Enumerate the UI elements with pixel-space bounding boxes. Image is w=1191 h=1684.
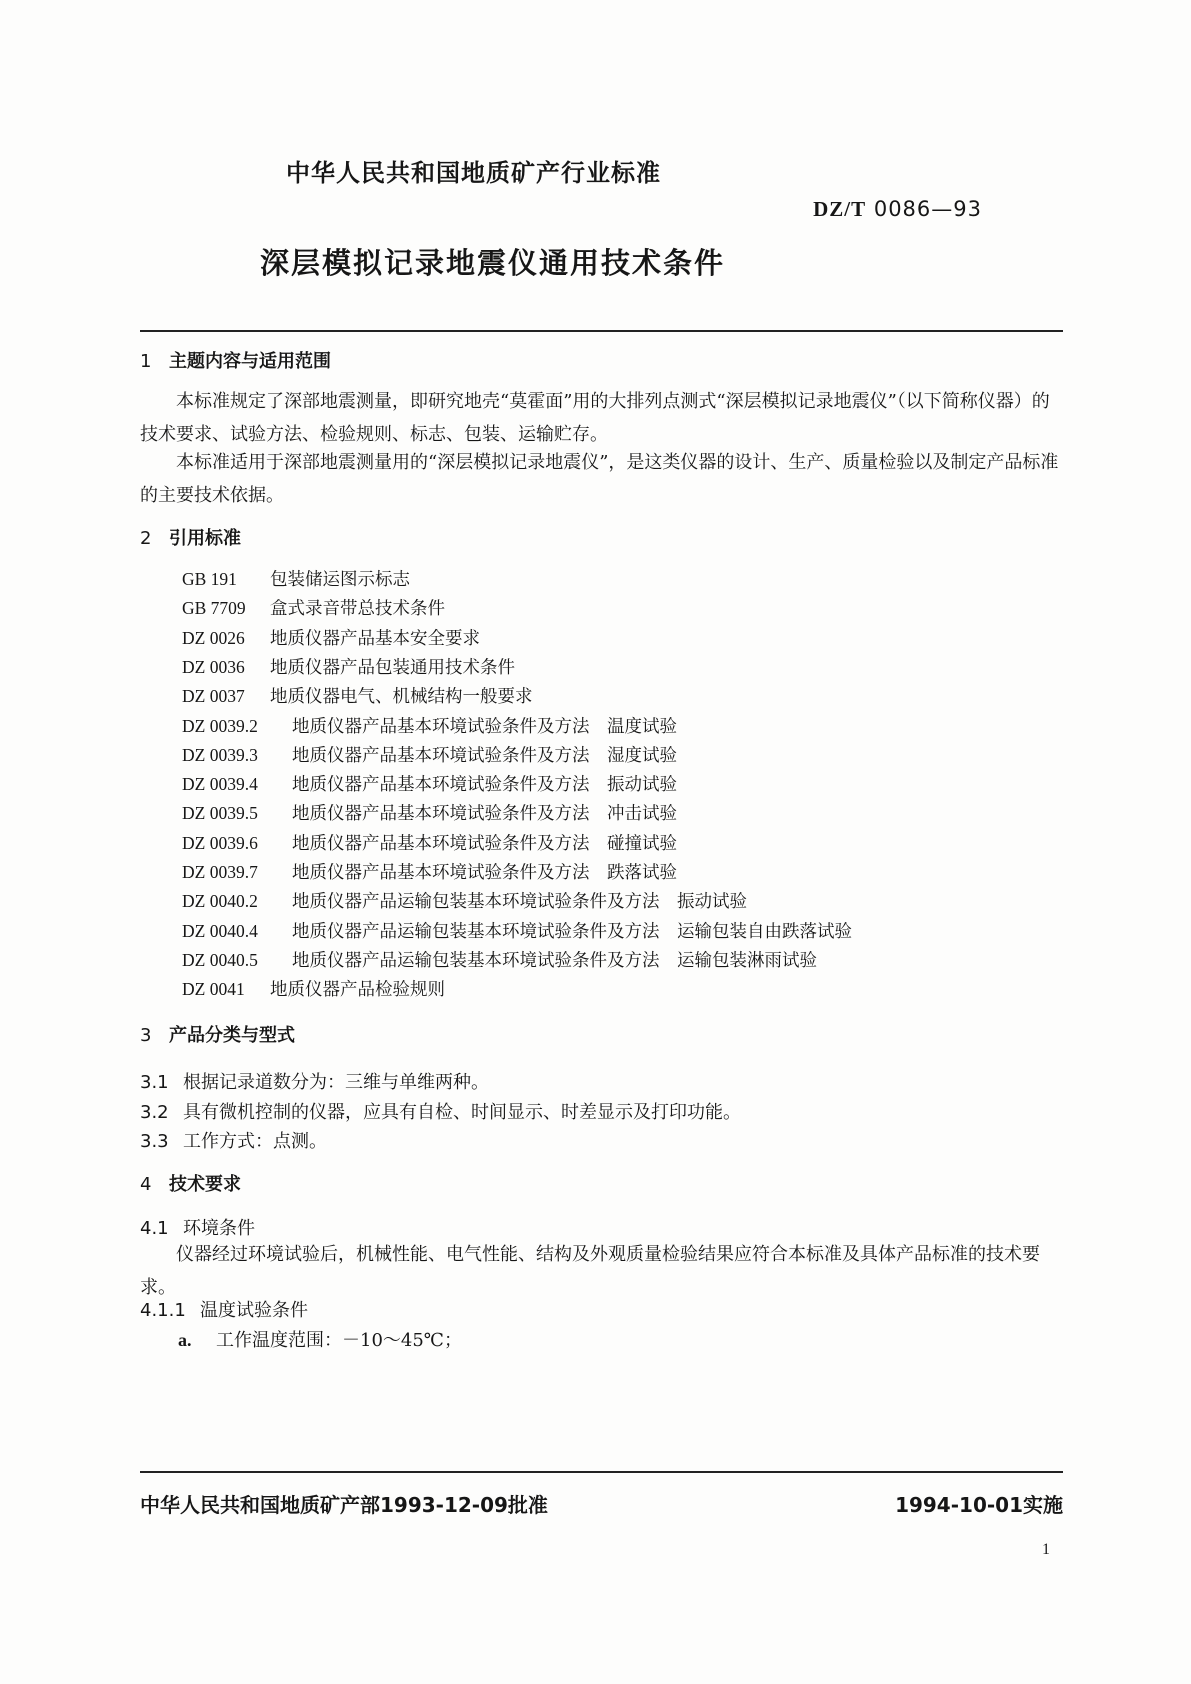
approval-statement: 中华人民共和国地质矿产部1993-12-09批准 xyxy=(140,1493,548,1517)
section-2-heading xyxy=(140,524,241,550)
clause-3-1 xyxy=(140,1068,489,1094)
footer-divider xyxy=(140,1471,1063,1473)
standard-code: DZ 0039.4 xyxy=(182,774,258,795)
clause-number: 4.1 xyxy=(140,1218,169,1239)
section-title: 产品分类与型式 xyxy=(169,1025,295,1046)
standard-code: DZ 0039.3 xyxy=(182,744,258,765)
standard-code: DZ 0037 xyxy=(182,686,245,707)
standard-code: DZ 0039.5 xyxy=(182,803,258,824)
standard-code: GB 7709 xyxy=(182,598,246,619)
standard-code: DZ 0041 xyxy=(182,979,245,1000)
referenced-standard-item xyxy=(182,742,677,767)
standard-title: 地质仪器产品运输包装基本环境试验条件及方法 振动试验 xyxy=(292,892,747,913)
clause-number: 3.1 xyxy=(140,1072,169,1093)
section-4-heading xyxy=(140,1170,241,1196)
standard-code: DZ 0026 xyxy=(182,627,245,648)
clause-text: 环境条件 xyxy=(183,1218,255,1239)
clause-number: 3.3 xyxy=(140,1131,169,1152)
referenced-standard-item xyxy=(182,918,852,943)
referenced-standard-item xyxy=(182,830,677,855)
referenced-standard-item xyxy=(182,654,515,679)
section-number: 1 xyxy=(140,351,152,372)
section-number: 2 xyxy=(140,528,152,549)
standard-code: DZ 0039.6 xyxy=(182,832,258,853)
standard-title: 地质仪器产品运输包装基本环境试验条件及方法 运输包装淋雨试验 xyxy=(292,950,817,971)
issuing-organization: 中华人民共和国地质矿产行业标准 xyxy=(286,159,661,187)
standard-title: 地质仪器产品基本安全要求 xyxy=(270,628,480,649)
section-1-heading xyxy=(140,347,331,373)
standard-title: 地质仪器产品基本环境试验条件及方法 跌落试验 xyxy=(292,863,677,883)
referenced-standard-item xyxy=(182,888,747,913)
section-title: 技术要求 xyxy=(169,1174,241,1195)
document-title: 深层模拟记录地震仪通用技术条件 xyxy=(260,246,726,280)
list-item-text: 工作温度范围：－10～45℃； xyxy=(216,1330,462,1351)
referenced-standard-item xyxy=(182,595,445,620)
standard-code: DZ 0040.4 xyxy=(182,920,258,941)
standard-code: DZ 0040.2 xyxy=(182,891,258,912)
effective-date: 1994-10-01实施 xyxy=(895,1493,1063,1517)
referenced-standard-item xyxy=(182,976,445,1001)
standard-code-number: 0086—93 xyxy=(873,197,982,221)
standard-title: 地质仪器产品基本环境试验条件及方法 冲击试验 xyxy=(292,804,677,825)
referenced-standard-item xyxy=(182,771,677,796)
header-divider xyxy=(140,330,1063,332)
referenced-standard-item xyxy=(182,800,677,825)
standard-title: 盒式录音带总技术条件 xyxy=(270,599,445,620)
standard-title: 地质仪器电气、机械结构一般要求 xyxy=(270,687,533,708)
referenced-standard-item xyxy=(182,683,533,708)
standard-title: 地质仪器产品基本环境试验条件及方法 湿度试验 xyxy=(292,745,677,766)
section-1-paragraph-2: 本标准适用于深部地震测量用的“深层模拟记录地震仪”，是这类仪器的设计、生产、质量检验以及制定产品标准的主要技术依据。 xyxy=(140,452,1059,506)
page-number: 1 xyxy=(1042,1541,1050,1558)
standard-code: DZ 0036 xyxy=(182,656,245,677)
standard-code: DZ 0039.7 xyxy=(182,862,258,882)
list-item-a xyxy=(178,1326,462,1352)
standard-title: 地质仪器产品基本环境试验条件及方法 温度试验 xyxy=(292,716,677,737)
standard-title: 地质仪器产品包装通用技术条件 xyxy=(270,657,515,678)
section-3-heading xyxy=(140,1021,295,1047)
referenced-standard-item xyxy=(182,713,677,738)
standard-code: DZ 0040.5 xyxy=(182,949,258,970)
list-item-label: a. xyxy=(178,1330,192,1350)
section-number: 4 xyxy=(140,1174,152,1195)
clause-text: 具有微机控制的仪器，应具有自检、时间显示、时差显示及打印功能。 xyxy=(183,1102,741,1123)
standard-title: 地质仪器产品检验规则 xyxy=(270,980,445,1001)
standard-code: GB 191 xyxy=(182,569,237,589)
clause-text: 温度试验条件 xyxy=(200,1300,308,1321)
referenced-standard-item xyxy=(182,625,480,650)
standard-title: 包装储运图示标志 xyxy=(270,570,410,590)
clause-number: 3.2 xyxy=(140,1102,169,1123)
standard-title: 地质仪器产品运输包装基本环境试验条件及方法 运输包装自由跌落试验 xyxy=(292,921,852,942)
referenced-standard-item xyxy=(182,947,817,972)
referenced-standard-item xyxy=(182,566,410,591)
clause-text: 根据记录道数分为：三维与单维两种。 xyxy=(183,1072,489,1093)
section-1-paragraph-1: 本标准规定了深部地震测量，即研究地壳“莫霍面”用的大排列点测式“深层模拟记录地震仪”（以下简称仪器）的技术要求、试验方法、检验规则、标志、包装、运输贮存。 xyxy=(140,391,1050,445)
section-title: 引用标准 xyxy=(169,528,241,549)
clause-4-1 xyxy=(140,1214,255,1240)
referenced-standard-item xyxy=(182,859,677,884)
clause-4-1-1 xyxy=(140,1296,308,1322)
standard-code-prefix: DZ/T xyxy=(813,197,867,221)
clause-text: 工作方式：点测。 xyxy=(183,1131,327,1152)
standard-code: DZ 0039.2 xyxy=(182,715,258,736)
clause-3-3 xyxy=(140,1127,327,1153)
section-title: 主题内容与适用范围 xyxy=(169,351,331,372)
clause-3-2 xyxy=(140,1098,741,1124)
standard-title: 地质仪器产品基本环境试验条件及方法 振动试验 xyxy=(292,775,677,796)
clause-4-1-paragraph: 仪器经过环境试验后，机械性能、电气性能、结构及外观质量检验结果应符合本标准及具体产品标准的技术要求。 xyxy=(140,1244,1040,1298)
section-number: 3 xyxy=(140,1025,152,1046)
clause-number: 4.1.1 xyxy=(140,1300,186,1321)
standard-title: 地质仪器产品基本环境试验条件及方法 碰撞试验 xyxy=(292,833,677,854)
standard-code xyxy=(813,197,982,222)
